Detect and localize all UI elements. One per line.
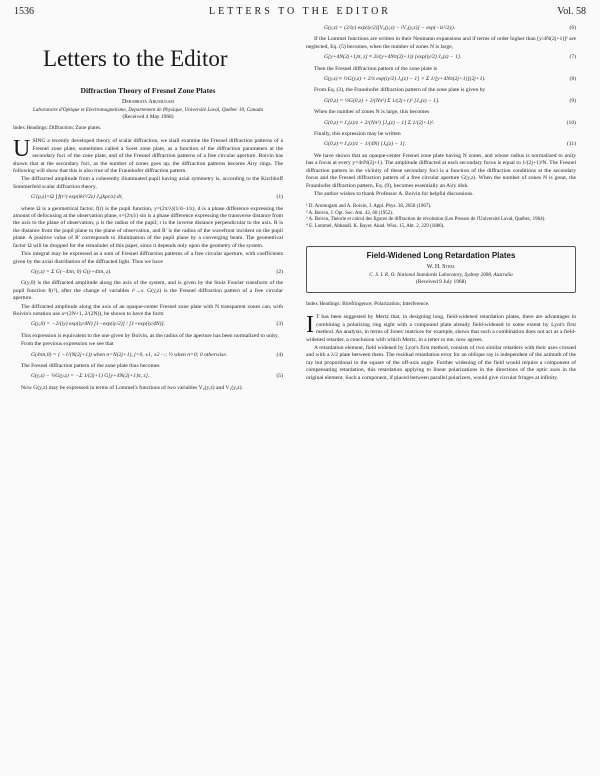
paragraph: From Eq. (3), the Fraunhofer diffraction pattern of the zone plate is given by bbox=[314, 87, 486, 94]
article-author: Debabrata Arumugam bbox=[122, 99, 174, 105]
paragraph: USING a recently developed theory of scalar diffraction, we shall examine the Fresnel diffraction patterns of a Fresnel zone plate, sometimes called a Soret zone plate, as a function of the diffraction parameters at the secondary foci of the zone plate, and of the Fresnel diffraction patterns of a free circular aperture. Boivin has shown that at the secondary foci, as the number of zones goes up, the diffraction patterns become Airy rings. The following will show that this is also true of the Fraunhofer diffraction pattern. bbox=[13, 138, 283, 175]
equation: G(0,z) ≈ J₁(z)/z − 1/(4N) [J₀(z) − 1]. (11) bbox=[324, 141, 576, 148]
paragraph: The diffracted amplitude from a coherently illuminated pupil having axial symmetry is, according to the Kirchhoff Sommerfeld scalar diffraction theory, bbox=[13, 176, 283, 190]
equation: G[y+4N(2j+1)π, z] ≈ 2i/(y+4Nπ(2j+1)) [exp(iy/2) J₀(z) − 1]. (7) bbox=[324, 54, 576, 61]
paragraph: If the Lommel functions are written in their Neumann expansions and if terms of order higher than [y/4N(2j+1)]² are neglected, Eq. (5) becomes, when the number of zones N is large, bbox=[306, 36, 576, 50]
article2-title: Field-Widened Long Retardation Plates bbox=[366, 250, 516, 260]
equation: G(y,z) − ½G(y,z) = −Σ 1/(2j+1) G[y+4N(2j+1)π, z]. (5) bbox=[31, 373, 283, 380]
index-headings: Index Headings: Diffraction; Zone plates. bbox=[13, 125, 102, 132]
equation: G(y,z) = (2/iy) exp(iy/2)[V₀(y,z) − iV₁(y,z)] − exp(−iz²/2y). (6) bbox=[324, 25, 576, 31]
article2-received: (Received 9 July 1968) bbox=[415, 279, 467, 286]
article2-index: Index Headings: Birefringence; Polarization; Interference. bbox=[306, 301, 430, 308]
equation: G(0,z) = ½G(0,z) + 2/(Nπ²) Σ 1/(2j+1)² [J₀(z) − 1]. (9) bbox=[324, 97, 576, 104]
running-header bbox=[14, 6, 586, 20]
reference-item: ⁴ E. Lommel, Abhandl. K. Bayer. Akad. Wiss. 15, Abt. 2, 229 (1886). bbox=[306, 223, 445, 229]
paragraph: where Ω is a geometrical factor, f(r) is the pupil function, y=(2π/λ)(1/d−1/z), d is a phase difference expressing the amount of defocusing at the observation plane, s=(2π/λ) sin is a phase difference expressing the transverse distance from the axis to the plane of observation; ρ is the radius of the pupil; r is the inverse distance perpendicular to the axis. R is the distance from the pupil plane to the plane of observation, and R' is the radius of the wavefront incident on the pupil plane. A positive value of R' corresponds to illumination of the pupil plane by a converging beam. The geometrical factor Ω will be dropped for the remainder of this paper, since it depends only upon the geometry of the system. bbox=[13, 205, 283, 249]
references bbox=[306, 204, 576, 230]
journal-section: LETTERS TO THE EDITOR bbox=[209, 6, 391, 17]
paragraph: This integral may be expressed as a sum of Fresnel diffraction patterns of a free circular aperture, with coefficients given by the axial distribution of the diffracted light. Thus we have bbox=[13, 251, 283, 265]
equation: G(4πn,0) = { −1/(N(2j+1)) when n=N(2j+1), j=0, ±1, ±2 ···; ½ when n=0; 0 otherwise. (4) bbox=[31, 351, 283, 358]
reference-item: ² A. Boivin, J. Opt. Soc. Am. 42, 60 (1952). bbox=[306, 210, 394, 216]
volume-number: Vol. 58 bbox=[557, 6, 586, 17]
equation: G(y,z) ≈ ½G(y,z) + 2/π exp(iy/2) J₀(z) − 1] × Σ 1/[y+4Nπ(2j+1)](2j+1). (8) bbox=[324, 76, 576, 83]
paragraph: From the previous expression we see that bbox=[21, 341, 114, 348]
article-title: Diffraction Theory of Fresnel Zone Plates bbox=[80, 86, 216, 95]
paragraph: The diffracted amplitude along the axis of an opaque-center Fresnel zone plate with N transparent zones can, with Boivin's notation use a=(2N+1, 2/(2N)), be shown to have the form bbox=[13, 303, 283, 317]
equation: G(y,z) = Σ G(−4πn, 0) G(y+4πn, z). (2) bbox=[31, 268, 283, 275]
equation: G(y,0) = −2/(iy) exp(iy/4N) [1−exp(iy/2)] / [1+exp(iy/4N)]. (3) bbox=[31, 321, 283, 328]
right-column bbox=[306, 22, 576, 383]
article2-author: W. H. Steel bbox=[426, 263, 456, 270]
reference-item: ¹ D. Arumugam and A. Boivin, J. Appl. Phys. 38, 2058 (1967). bbox=[306, 204, 432, 210]
paragraph: A retardation element, field widened by Lyot's first method, consists of two similar retarders with their axes crossed and with a λ/2 plate between them. The residual retardation error for an oblique ray is independent of the azimuth of the ray but proportional to the square of the off-axis angle. Further widening of the field would require a component of compensating retardation, this retardation applying to linear polarizations in the directions of the optic axes in the original element. Such a component, if placed between parallel polarizers, would give circular fringes at infinity. bbox=[306, 344, 576, 381]
drop-cap: U bbox=[13, 138, 31, 163]
paragraph: This expression is equivalent to the one given by Boivin, as the radius of the aperture has been normalized to unity. bbox=[21, 332, 279, 339]
reference-item: ³ A. Boivin, Théorie et calcul des figures de diffraction de révolution (Les Presses de l'Université Laval, Québec, 1964). bbox=[306, 217, 546, 223]
paragraph: Finally, this expression may be written bbox=[314, 131, 401, 138]
left-column bbox=[13, 22, 283, 393]
paragraph: When the number of zones N is large, this becomes bbox=[314, 109, 430, 116]
equation: G(0,z) ≈ J₁(z)/z + 2/(Nπ²) [J₀(z) − 1] Σ 1/(2j+1)². (10) bbox=[324, 119, 576, 126]
drop-cap: I bbox=[306, 314, 314, 339]
article-affiliation: Laboratoire d'Optique et Electromagnetisme, Departement de Physique, Université Laval, Québec 10, Canada bbox=[32, 107, 264, 113]
paragraph: Then the Fresnel diffraction pattern of the zone plate is bbox=[314, 65, 438, 72]
paragraph: The author wishes to thank Professor A. Boivin for helpful discussions. bbox=[314, 190, 474, 197]
article2-header-box bbox=[306, 246, 576, 293]
paragraph: G(y,0) is the diffracted amplitude along the axis of the system, and is given by the Stolz Fourier transform of the pupil function f(r²), after the change of variables r²→v. G(y,z) is the Fresnel diffraction pattern of a free circular aperture. bbox=[13, 280, 283, 302]
page-number: 1536 bbox=[14, 6, 34, 17]
paragraph: I T has been suggested by Mertz that, in designing long, field-widened retardation plates, there are advantages in combining a polarizing ring sight with a compound plate already field-widened to some extent by Lyot's first method. An analysis, in terms of Jones' matrices for example, shows that such a combination does not act as a field-widened retarder, a conclusion with which Mertz, in a letter to me, now agrees. bbox=[306, 314, 576, 343]
received-date: (Received 4 May 1968) bbox=[122, 114, 174, 121]
paragraph: We have shown that an opaque-center Fresnel zone plate having N zones, and whose radius is normalized to unity has a focus at every y=4πN(2j+1). The amplitude diffracted at each secondary focus is equal to 1/(2j+1)²N. The Fresnel diffraction pattern in the vicinity of these secondary foci is a function of the diffraction conditions at the secondary focus and the Fresnel diffraction pattern of a free circular aperture G(y,z). When the number of zones N is great, the Fraunhofer diffraction pattern, Eq. (9), becomes essentially an Airy disk. bbox=[306, 152, 576, 189]
section-title: Letters to the Editor bbox=[43, 46, 228, 71]
paragraph: Now G(y,z) may be expressed in terms of Lommel's functions of two variables V₀(y,z) and V₁(y,z). bbox=[21, 384, 243, 391]
article2-affiliation: C. S. I. R. O. National Standards Laboratory, Sydney 2008, Australia bbox=[369, 271, 513, 278]
paragraph: The Fresnel diffraction pattern of the zone plate thus becomes bbox=[21, 362, 160, 369]
equation: G'(ρ,z)=Ω ∫ f(r²) exp(ikr²/2z) J₀(kρr/z) dr, (1) bbox=[31, 194, 283, 201]
